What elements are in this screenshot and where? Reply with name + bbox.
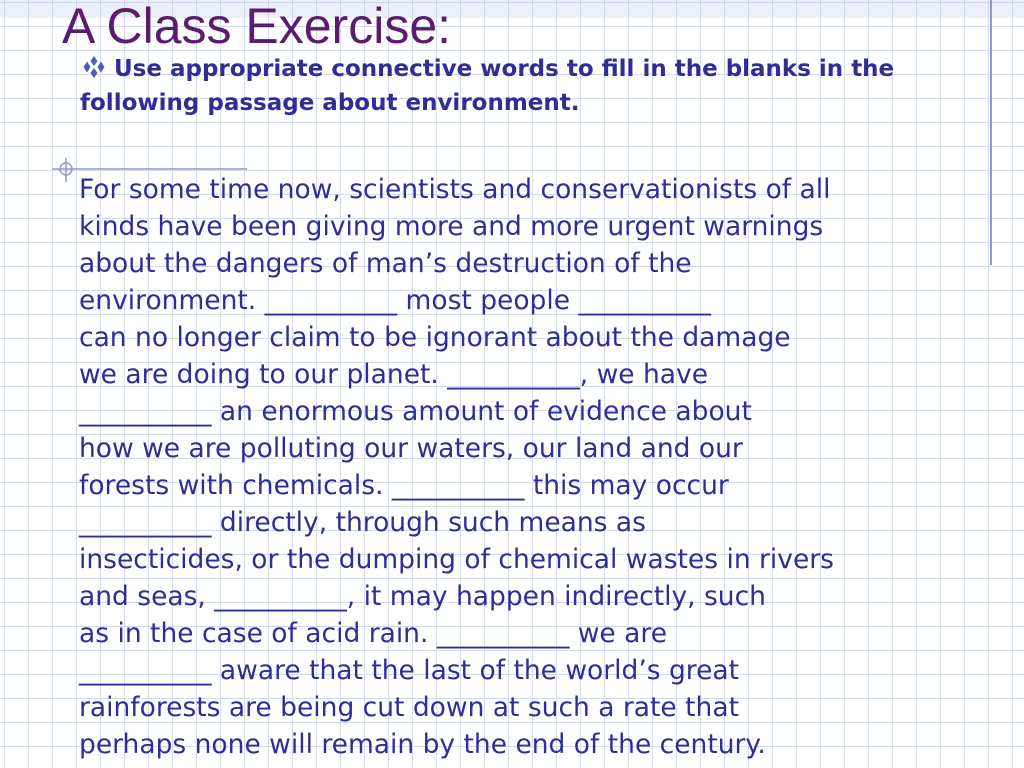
passage-line: about the dangers of man’s destruction of the (79, 248, 692, 279)
four-diamond-bullet-icon (82, 56, 106, 78)
slide-title: A Class Exercise: (62, 0, 452, 54)
passage-line: and seas, __________, it may happen indirectly, such (79, 581, 766, 612)
passage-line: __________ aware that the last of the world’s great (79, 655, 740, 686)
passage-line: environment. __________ most people __________ (79, 285, 711, 316)
passage-line: forests with chemicals. __________ this may occur (79, 470, 729, 501)
instruction-bullet (80, 52, 960, 120)
right-vertical-rule (990, 0, 992, 265)
passage-line: For some time now, scientists and conservationists of all (79, 174, 831, 205)
passage-line: rainforests are being cut down at such a rate that (79, 692, 739, 723)
passage-line: __________ an enormous amount of evidence about (79, 396, 752, 427)
passage-line: kinds have been giving more and more urgent warnings (79, 211, 824, 242)
passage-line: as in the case of acid rain. __________ we are (79, 618, 668, 649)
passage-line: how we are polluting our waters, our land and our (79, 433, 743, 464)
instruction-text: Use appropriate connective words to fill in the blanks in the following passage about environment. (80, 56, 895, 116)
passage-line: perhaps none will remain by the end of the century. (79, 729, 766, 760)
passage-line: __________ directly, through such means as (79, 507, 646, 538)
passage-text (79, 171, 949, 763)
passage-line: we are doing to our planet. __________, we have (79, 359, 708, 390)
passage-line: can no longer claim to be ignorant about the damage (79, 322, 791, 353)
passage-line: insecticides, or the dumping of chemical wastes in rivers (79, 544, 834, 575)
